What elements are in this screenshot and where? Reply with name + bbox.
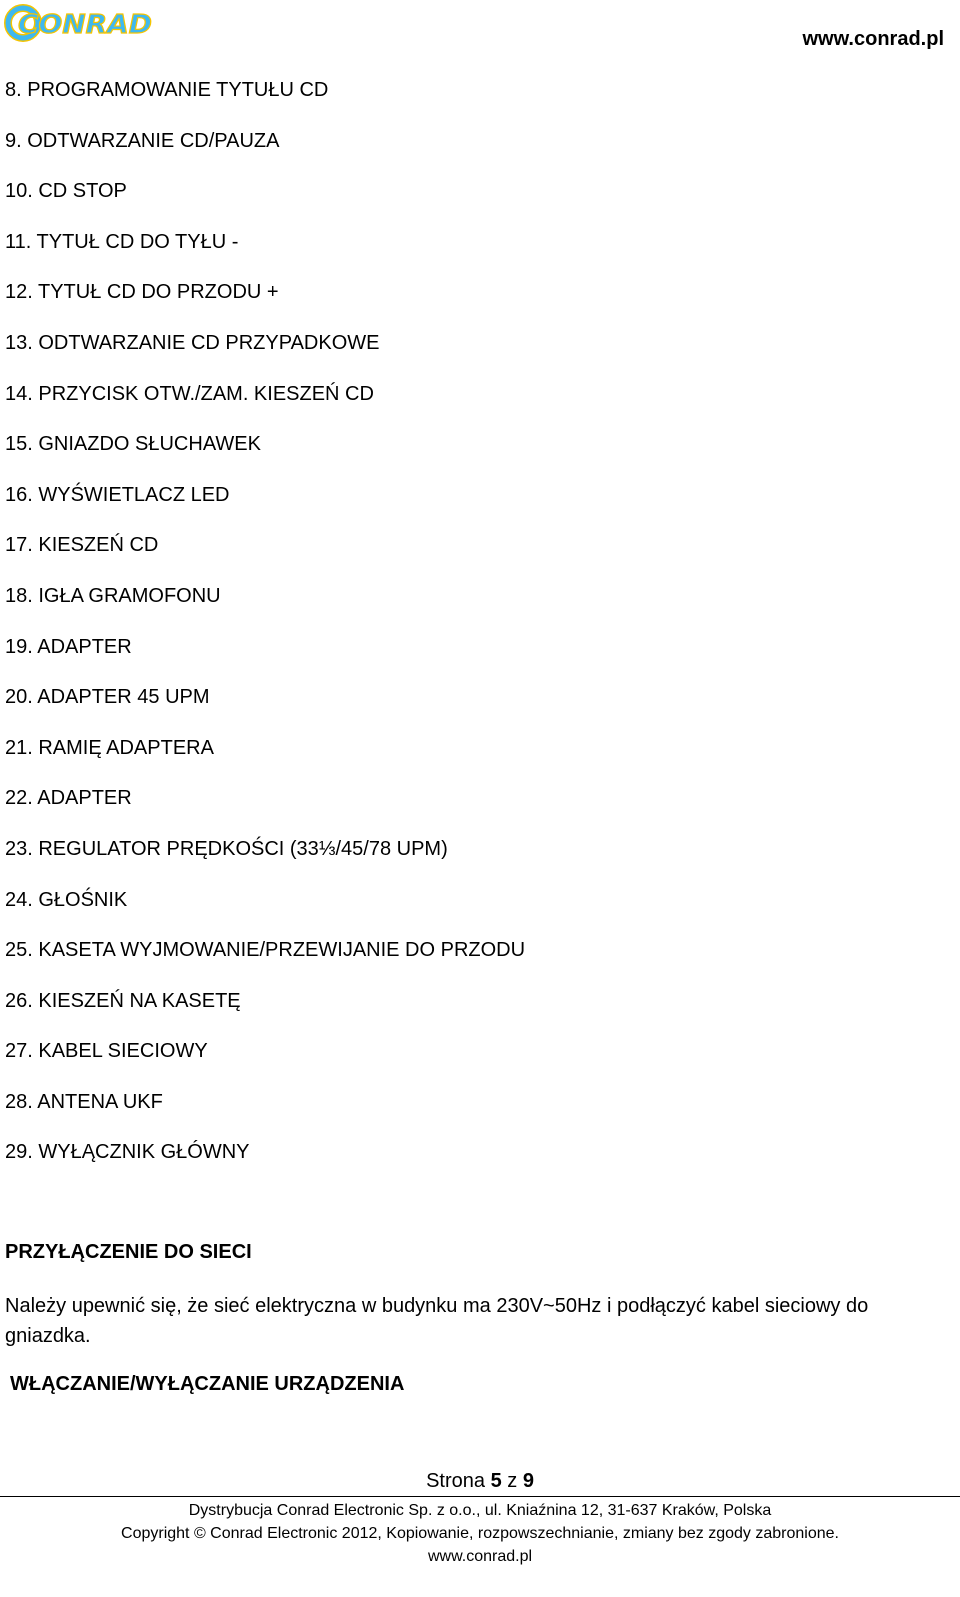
list-item: 18. IGŁA GRAMOFONU	[5, 584, 221, 607]
list-item: 17. KIESZEŃ CD	[5, 534, 159, 557]
power-section-text: Należy upewnić się, że sieć elektryczna w budynku ma 230V~50Hz i podłączyć kabel sieciowy do gniazdka.	[5, 1295, 869, 1347]
footer-site-url: www.conrad.pl	[427, 1548, 533, 1565]
list-item: 23. REGULATOR PRĘDKOŚCI (33⅓/45/78 UPM)	[5, 837, 448, 860]
footer-distribution: Dystrybucja Conrad Electronic Sp. z o.o., ul. Kniaźnina 12, 31-637 Kraków, Polska	[188, 1502, 772, 1519]
page-total: 9	[522, 1470, 534, 1492]
list-item: 24. GŁOŚNIK	[5, 888, 128, 911]
onoff-section-title: WŁĄCZANIE/WYŁĄCZANIE URZĄDZENIA	[10, 1373, 405, 1395]
page-current: 5	[490, 1470, 502, 1492]
power-section-title: PRZYŁĄCZENIE DO SIECI	[5, 1241, 252, 1263]
page-separator: z	[507, 1470, 518, 1492]
list-item: 9. ODTWARZANIE CD/PAUZA	[5, 129, 280, 152]
list-item: 14. PRZYCISK OTW./ZAM. KIESZEŃ CD	[5, 382, 374, 405]
list-item: 25. KASETA WYJMOWANIE/PRZEWIJANIE DO PRZODU	[5, 939, 526, 962]
list-item: 21. RAMIĘ ADAPTERA	[5, 736, 214, 759]
logo-text: CONRAD	[18, 10, 152, 40]
list-item: 15. GNIAZDO SŁUCHAWEK	[5, 433, 261, 456]
header-site-url: www.conrad.pl	[802, 28, 944, 50]
list-item: 19. ADAPTER	[5, 635, 132, 658]
list-item: 11. TYTUŁ CD DO TYŁU -	[5, 230, 239, 253]
footer-copyright: Copyright © Conrad Electronic 2012, Kopiowanie, rozpowszechnianie, zmiany bez zgody zabronione.	[121, 1525, 839, 1542]
list-item: 16. WYŚWIETLACZ LED	[5, 483, 230, 506]
list-item: 28. ANTENA UKF	[5, 1090, 163, 1113]
page-number	[0, 1470, 960, 1493]
list-item: 10. CD STOP	[5, 180, 127, 203]
list-item: 22. ADAPTER	[5, 787, 132, 810]
parts-list	[5, 77, 525, 1190]
list-item: 8. PROGRAMOWANIE TYTUŁU CD	[5, 79, 329, 101]
list-item: 13. ODTWARZANIE CD PRZYPADKOWE	[5, 331, 380, 354]
footer-divider	[0, 1496, 960, 1497]
list-item: 29. WYŁĄCZNIK GŁÓWNY	[5, 1141, 250, 1164]
conrad-logo-icon	[4, 2, 154, 44]
list-item: 12. TYTUŁ CD DO PRZODU +	[5, 281, 279, 304]
list-item: 20. ADAPTER 45 UPM	[5, 686, 210, 709]
list-item: 26. KIESZEŃ NA KASETĘ	[5, 989, 241, 1012]
list-item: 27. KABEL SIECIOWY	[5, 1040, 208, 1063]
conrad-logo	[4, 2, 154, 44]
page-prefix: Strona	[426, 1470, 485, 1492]
